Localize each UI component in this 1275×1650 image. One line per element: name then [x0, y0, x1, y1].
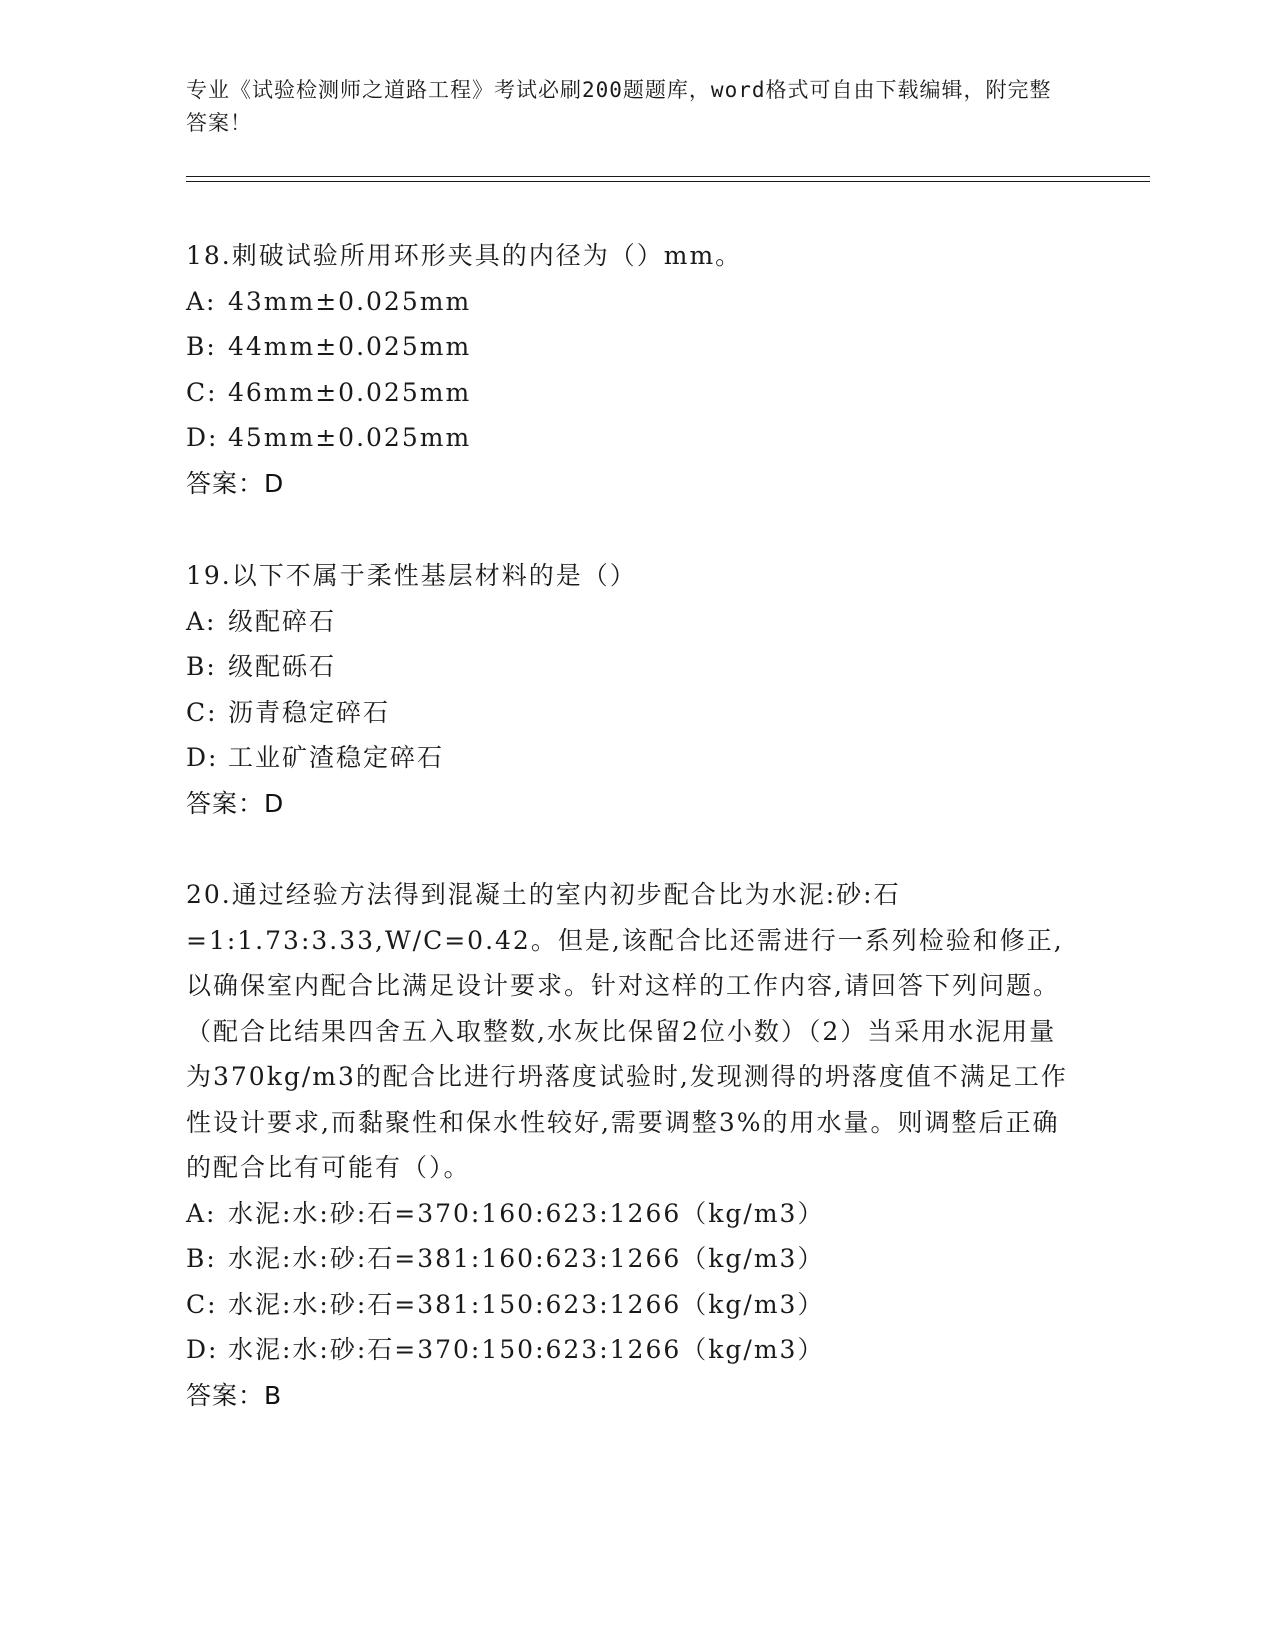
option-d — [186, 415, 1076, 461]
answer-label: 答案：B — [186, 1380, 283, 1410]
option-d — [186, 735, 1076, 781]
question-stem: 19.以下不属于柔性基层材料的是（） — [186, 561, 637, 590]
answer-label: 答案：D — [186, 468, 285, 498]
option-text: 水泥:水:砂:石=381:160:623:1266（kg/m3） — [228, 1244, 825, 1273]
option-text: 44mm±0.025mm — [228, 332, 472, 361]
option-letter: D: — [186, 743, 219, 772]
question-stem: 20.通过经验方法得到混凝土的室内初步配合比为水泥:砂:石=1:1.73:3.33,W/C=0.42。但是,该配合比还需进行一系列检验和修正,以确保室内配合比满足设计要求。针对这样的工作内容,请回答下列问题。（配合比结果四舍五入取整数,水灰比保留2位小数）（2）当采用水泥用量为370kg/m3的配合比进行坍落度试验时,发现测得的坍落度值不满足工作性设计要求,而黏聚性和保水性较好,需要调整3%的用水量。则调整后正确的配合比有可能有（）。 — [186, 880, 1068, 1182]
option-text: 水泥:水:砂:石=370:160:623:1266（kg/m3） — [228, 1198, 825, 1228]
option-letter: A: — [186, 286, 217, 316]
question-stem: 18.刺破试验所用环形夹具的内径为（）mm。 — [186, 241, 743, 270]
option-letter: B: — [186, 332, 217, 361]
question-19 — [186, 553, 1076, 826]
option-b — [186, 324, 1076, 370]
option-letter: D: — [186, 1335, 219, 1364]
answer-label: 答案：D — [186, 788, 285, 818]
header-divider-bottom — [186, 181, 1150, 182]
option-a — [186, 279, 1076, 325]
option-c — [186, 1282, 1076, 1328]
option-c — [186, 370, 1076, 416]
option-letter: A: — [186, 1198, 217, 1228]
option-text: 43mm±0.025mm — [228, 286, 472, 316]
question-18 — [186, 233, 1076, 506]
option-text: 水泥:水:砂:石=381:150:623:1266（kg/m3） — [228, 1289, 825, 1319]
option-text: 水泥:水:砂:石=370:150:623:1266（kg/m3） — [228, 1335, 825, 1364]
option-letter: C: — [186, 1289, 218, 1319]
option-text: 45mm±0.025mm — [228, 423, 472, 452]
option-d — [186, 1327, 1076, 1373]
option-text: 工业矿渣稳定碎石 — [228, 743, 445, 772]
option-letter: A: — [186, 606, 217, 636]
option-a — [186, 599, 1076, 645]
option-b — [186, 1236, 1076, 1282]
option-letter: B: — [186, 652, 217, 681]
option-letter: B: — [186, 1244, 217, 1273]
option-c — [186, 690, 1076, 736]
option-text: 46mm±0.025mm — [228, 377, 472, 407]
question-20 — [186, 872, 1076, 1418]
option-a — [186, 1191, 1076, 1237]
header-divider-top — [186, 176, 1150, 177]
option-letter: D: — [186, 423, 219, 452]
option-letter: C: — [186, 377, 218, 407]
option-text: 沥青稳定碎石 — [228, 697, 391, 727]
option-letter: C: — [186, 697, 218, 727]
document-header: 专业《试验检测师之道路工程》考试必刷200题题库，word格式可自由下载编辑，附完整答案！ — [186, 78, 1052, 135]
option-text: 级配碎石 — [228, 606, 337, 636]
option-text: 级配砾石 — [228, 652, 337, 681]
option-b — [186, 644, 1076, 690]
